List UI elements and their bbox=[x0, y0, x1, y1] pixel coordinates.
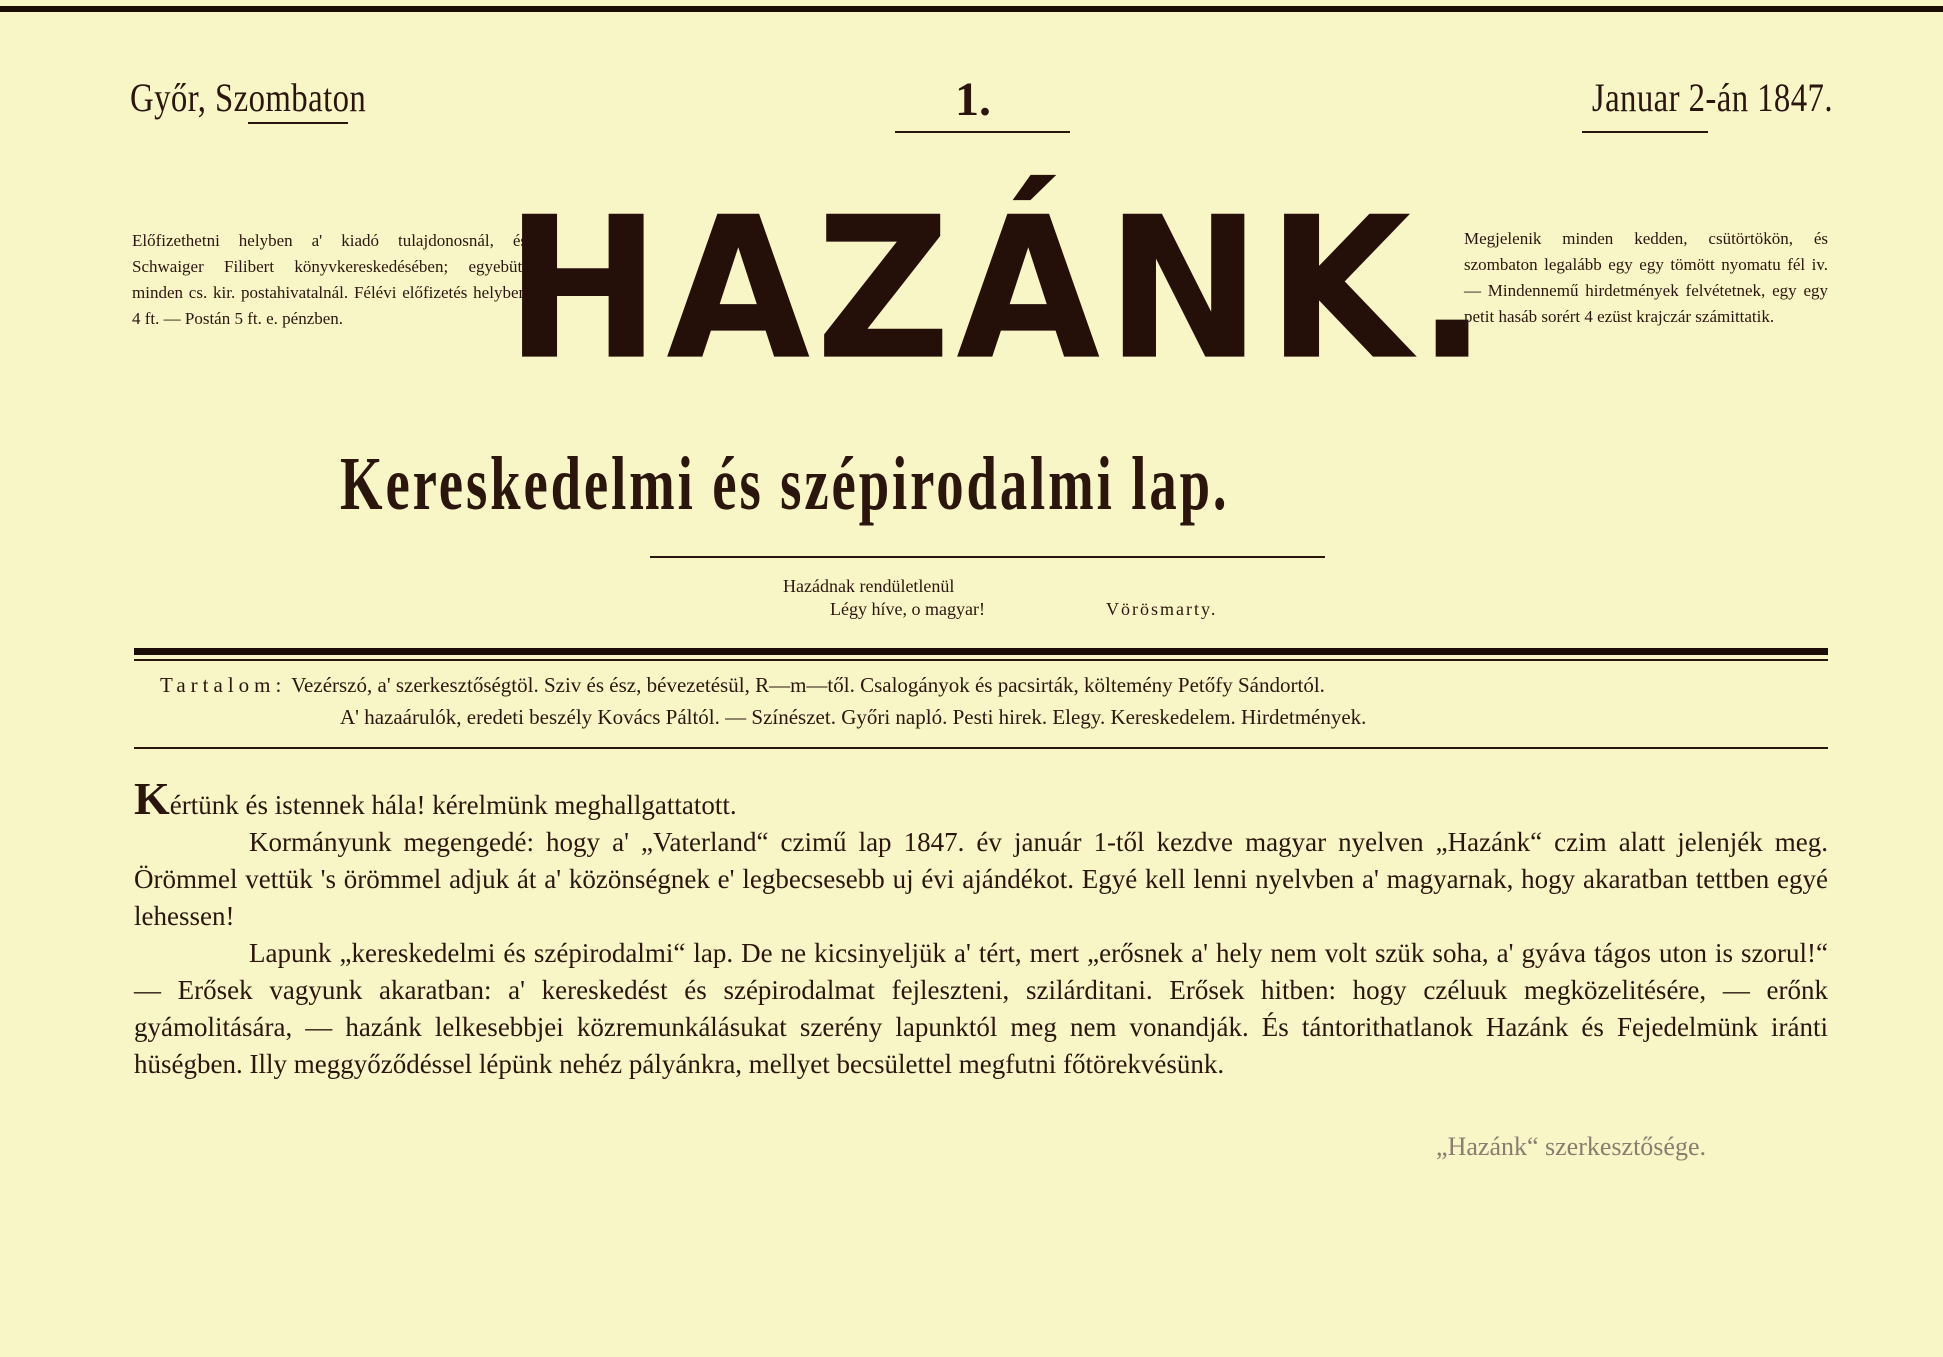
contents-label: Tartalom: bbox=[160, 673, 287, 697]
subtitle-rule bbox=[650, 556, 1325, 558]
motto-line-1: Hazádnak rendületlenül bbox=[783, 576, 955, 596]
masthead-subtitle: Kereskedelmi és szépirodalmi lap. bbox=[340, 442, 1230, 526]
motto-line-2: Légy híve, o magyar! bbox=[830, 599, 985, 619]
contents-top-rule bbox=[134, 648, 1828, 655]
article-paragraph-2: Kormányunk megengedé: hogy a' „Vaterland“ czimű lap 1847. év január 1-től kezdve magyar nyelven „Hazánk“ czim alatt jelenjék meg. Örömmel vettük 's örömmel adjuk át a' közönségnek e' legbecsesebb uj évi ajándékot. Egyé kell lenni nyelvben a' magyarnak, hogy akaratban tettben egyé lehessen! bbox=[134, 827, 1828, 931]
issue-number: 1. bbox=[955, 73, 991, 126]
issue-date: Januar 2-án 1847. bbox=[1591, 75, 1833, 120]
date-underline bbox=[1582, 131, 1708, 133]
motto-author: Vörösmarty. bbox=[1106, 599, 1218, 619]
place-underline bbox=[248, 122, 348, 124]
top-border-rule bbox=[0, 6, 1943, 12]
lead-article bbox=[134, 773, 1828, 1083]
drop-cap: K bbox=[134, 773, 170, 824]
publication-notice: Megjelenik minden kedden, csütörtökön, és szombaton legalább egy egy tömött nyomatu fél iv. — Mindennemű hirdetmények felvétetnek, egy egy petit hasáb sorért 4 ezüst krajczár számittatik. bbox=[1464, 229, 1828, 326]
contents-line-1 bbox=[160, 670, 1325, 700]
issue-number-rule bbox=[895, 131, 1070, 133]
contents-bottom-rule bbox=[134, 747, 1828, 749]
subscription-notice: Előfizethetni helyben a' kiadó tulajdonosnál, és Schwaiger Filibert könyvkereskedésében; egyebütt minden cs. kir. postahivatalnál. Félévi előfizetés helyben 4 ft. — Postán 5 ft. e. pénzben. bbox=[132, 231, 527, 328]
contents-entries-1: Vezérszó, a' szerkesztőségtöl. Sziv és ész, bévezetésül, R—m—től. Csalogányok és pacsirták, költemény Petőfy Sándortól. bbox=[291, 673, 1325, 697]
editorial-signature: „Hazánk“ szerkesztősége. bbox=[1436, 1132, 1706, 1161]
contents-top-thin-rule bbox=[134, 659, 1828, 661]
contents-line-2: A' hazaárulók, eredeti beszély Kovács Páltól. — Színészet. Győri napló. Pesti hirek. Elegy. Kereskedelem. Hirdetmények. bbox=[340, 705, 1367, 729]
masthead-title: HAZÁNK. bbox=[505, 175, 1493, 404]
article-paragraph-3: Lapunk „kereskedelmi és szépirodalmi“ lap. De ne kicsinyeljük a' tért, mert „erősnek a' hely nem volt szük soha, a' gyáva tágos uton is szorul!“ — Erősek vagyunk akaratban: a' kereskedést és szépirodalmat fejleszteni, szilárditani. Erősek hitben: hogy czéluuk megközelitésére, — erőnk gyámolitására, — hazánk lelkesebbjei közremunkálásukat szerény lapunktól meg nem vonandják. És tántorithatlanok Hazánk és Fejedelmünk iránti hüségben. Illy meggyőződéssel lépünk nehéz pályánkra, mellyet becsülettel megfutni főtörekvésünk. bbox=[134, 938, 1828, 1079]
article-paragraph-1 bbox=[134, 773, 1828, 824]
article-paragraph-1-text: értünk és istennek hála! kérelmünk meghallgattatott. bbox=[169, 790, 737, 820]
place-and-day: Győr, Szombaton bbox=[130, 75, 367, 120]
